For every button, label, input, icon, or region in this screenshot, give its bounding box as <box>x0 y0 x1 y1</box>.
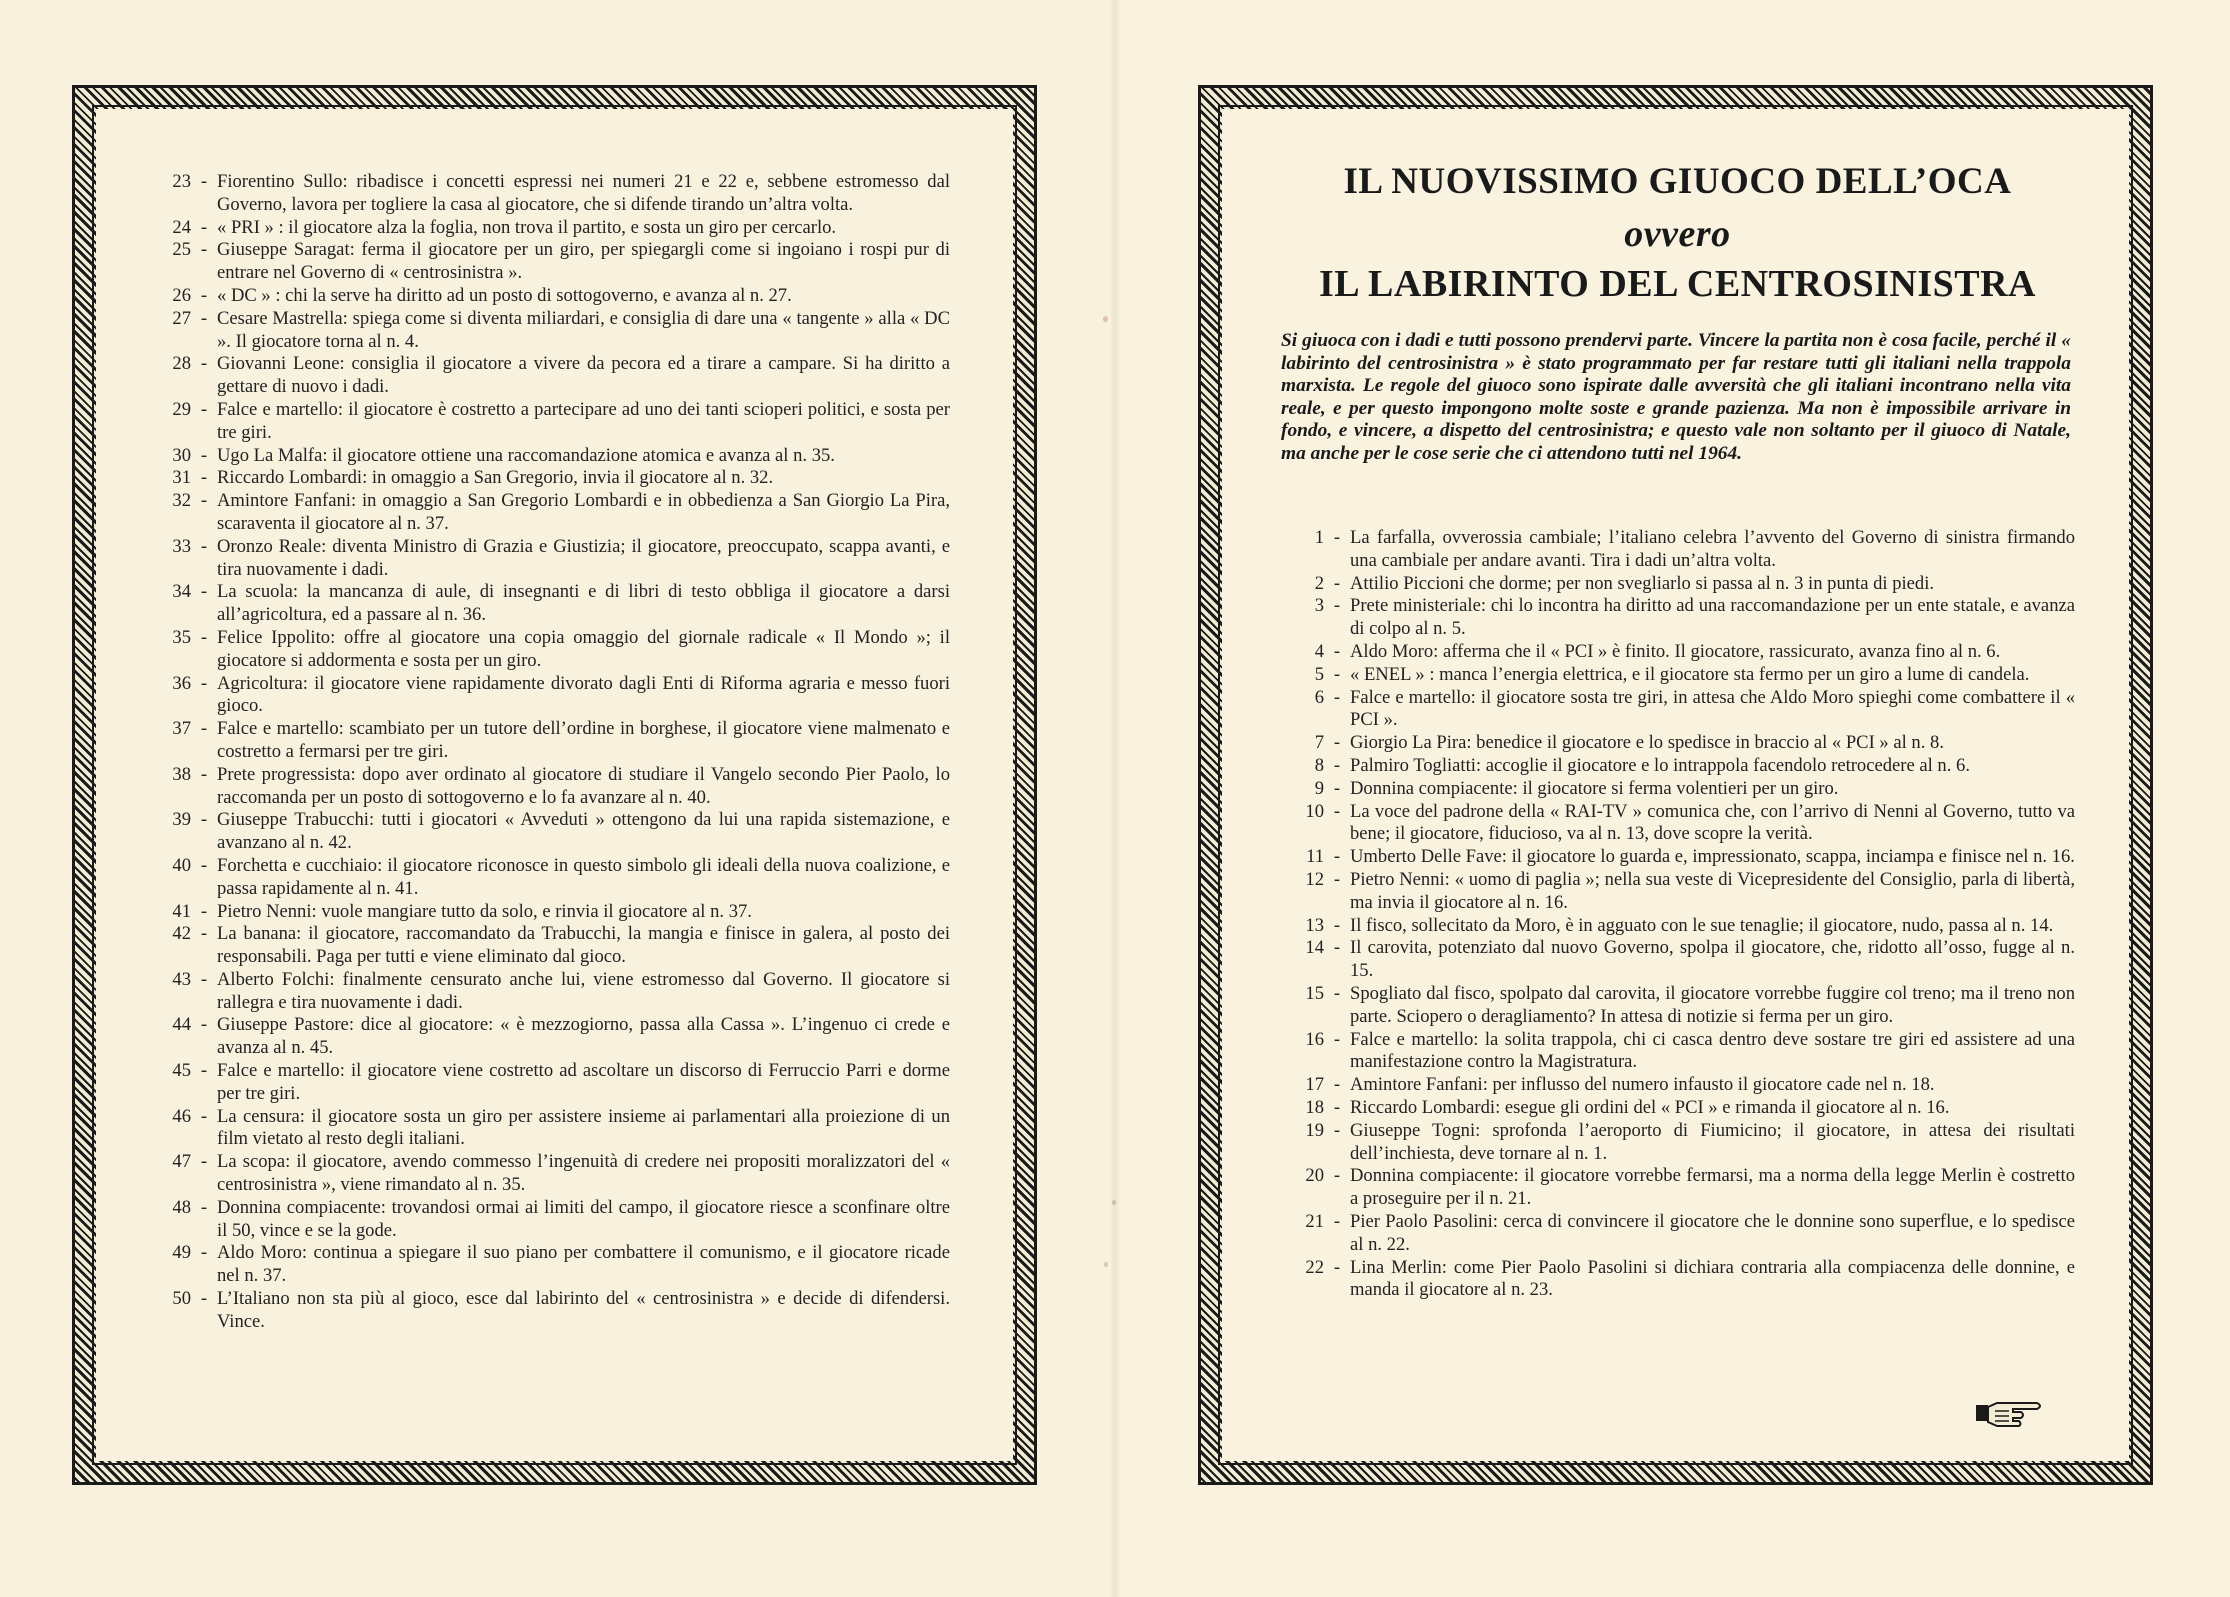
list-item <box>150 673 950 719</box>
item-dash: - <box>200 718 208 740</box>
item-text: Il carovita, potenziato dal nuovo Governo, spolpa il giocatore, che, ridotto all’osso, fugge al n. 15. <box>1350 937 2075 982</box>
item-text: Fiorentino Sullo: ribadisce i concetti espressi nei numeri 21 e 22 e, sebbene estromesso dal Governo, lavora per togliere la casa al giocatore, che si difende tirando un’altra volta. <box>217 171 950 215</box>
item-dash: - <box>200 581 208 603</box>
list-item <box>150 353 950 399</box>
list-item <box>150 855 950 901</box>
item-dash: - <box>1333 800 1341 822</box>
item-number: 33 <box>172 535 191 557</box>
item-text: Umberto Delle Fave: il giocatore lo guarda e, impressionato, scappa, inciampa e finisce nel n. 16. <box>1350 846 2075 868</box>
list-item <box>150 1014 950 1060</box>
item-dash: - <box>1333 1028 1341 1050</box>
list-item <box>150 1151 950 1197</box>
item-number: 38 <box>172 763 191 785</box>
item-text: Oronzo Reale: diventa Ministro di Grazia e Giustizia; il giocatore, preoccupato, scappa avanti, e tira nuovamente i dadi. <box>217 535 950 580</box>
list-item <box>150 809 950 855</box>
item-text: Amintore Fanfani: per influsso del numero infausto il giocatore cade nel n. 18. <box>1350 1074 1935 1096</box>
item-dash: - <box>1333 1074 1341 1096</box>
item-number: 48 <box>172 1196 191 1218</box>
item-text: Giuseppe Saragat: ferma il giocatore per un giro, per spiegargli come si ingoiano i rospi pur di entrare nel Governo di « centrosinistra ». <box>217 239 950 284</box>
item-dash: - <box>200 490 208 512</box>
item-text: Cesare Mastrella: spiega come si diventa miliardari, e consiglia di dare una « tangente » alla « DC ». Il giocatore torna al n. 4. <box>217 307 950 352</box>
item-dash: - <box>1333 1256 1341 1278</box>
item-number: 43 <box>172 968 191 990</box>
item-dash: - <box>200 763 208 785</box>
list-item <box>150 627 950 673</box>
item-text: Donnina compiacente: il giocatore si ferma volentieri per un giro. <box>1350 777 1839 799</box>
item-dash: - <box>200 216 208 238</box>
item-text: Riccardo Lombardi: esegue gli ordini del « PCI » e rimanda il giocatore al n. 16. <box>1350 1096 1950 1118</box>
list-item <box>1283 1257 2075 1303</box>
item-number: 11 <box>1306 846 1324 868</box>
item-number: 22 <box>1305 1256 1324 1278</box>
item-text: « DC » : chi la serve ha diritto ad un posto di sottogoverno, e avanza al n. 27. <box>217 284 792 306</box>
list-item <box>150 1106 950 1152</box>
item-text: Giovanni Leone: consiglia il giocatore a vivere da pecora ed a tirare a campare. Si ha diritto a gettare di nuovo i dadi. <box>217 353 950 398</box>
item-text: Prete ministeriale: chi lo incontra ha diritto ad una raccomandazione per un ente statale, e avanza di colpo al n. 5. <box>1350 595 2075 640</box>
item-text: La voce del padrone della « RAI-TV » comunica che, con l’arrivo di Nenni al Governo, tutto va bene; il giocatore, fiducioso, va al n. 13, dove scopre la verità. <box>1350 800 2075 845</box>
title-line-3: IL LABIRINTO DEL CENTROSINISTRA <box>1319 263 2036 305</box>
item-text: Lina Merlin: come Pier Paolo Pasolini si dichiara contraria alla compiacenza delle donnine, e manda il giocatore al n. 23. <box>1350 1256 2075 1301</box>
list-item <box>150 901 950 924</box>
item-number: 47 <box>172 1151 191 1173</box>
item-text: Felice Ippolito: offre al giocatore una copia omaggio del giornale radicale « Il Mondo »; il giocatore si addormenta e sosta per un giro. <box>217 626 950 671</box>
item-text: « ENEL » : manca l’energia elettrica, e il giocatore sta fermo per un giro a lume di candela. <box>1350 663 2030 685</box>
list-item <box>150 969 950 1015</box>
item-dash: - <box>1333 527 1341 548</box>
item-number: 49 <box>172 1242 191 1264</box>
item-dash: - <box>200 535 208 557</box>
item-dash: - <box>1333 1096 1341 1118</box>
item-number: 2 <box>1314 572 1324 594</box>
item-text: Pier Paolo Pasolini: cerca di convincere il giocatore che le donnine sono superflue, e lo spedisce al n. 22. <box>1350 1210 2075 1255</box>
list-item <box>1283 664 2075 687</box>
item-number: 26 <box>172 284 191 306</box>
item-text: Falce e martello: il giocatore viene costretto ad ascoltare un discorso di Ferruccio Parri e dorme per tre giri. <box>217 1060 950 1104</box>
item-number: 29 <box>172 398 191 420</box>
left-rules-list <box>150 171 950 1334</box>
item-number: 16 <box>1305 1028 1324 1050</box>
list-item <box>150 1060 950 1106</box>
item-dash: - <box>200 307 208 329</box>
item-number: 23 <box>172 171 191 192</box>
item-text: Spogliato dal fisco, spolpato dal carovita, il giocatore vorrebbe fuggire col treno; ma il treno non parte. Sciopero o deragliamento? In attesa di notizie si ferma per un giro. <box>1350 982 2075 1027</box>
item-dash: - <box>1333 732 1341 754</box>
item-number: 17 <box>1305 1074 1324 1096</box>
item-text: Ugo La Malfa: il giocatore ottiene una raccomandazione atomica e avanza al n. 35. <box>217 444 835 466</box>
item-dash: - <box>1333 663 1341 685</box>
item-text: La banana: il giocatore, raccomandato da Trabucchi, la mangia e finisce in galera, al posto dei responsabili. Paga per tutti e viene eliminato dal gioco. <box>217 923 950 968</box>
item-number: 45 <box>172 1060 191 1082</box>
title-line-1: IL NUOVISSIMO GIUOCO DELL’OCA <box>1343 161 2012 202</box>
list-item <box>150 1288 950 1334</box>
item-number: 31 <box>172 467 191 489</box>
item-number: 12 <box>1305 868 1324 890</box>
list-item <box>150 923 950 969</box>
list-item <box>150 399 950 445</box>
list-item <box>1283 1029 2075 1075</box>
list-item <box>150 217 950 240</box>
page-fold <box>1110 0 1120 1597</box>
list-item <box>150 285 950 308</box>
item-text: L’Italiano non sta più al gioco, esce dal labirinto del « centrosinistra » e decide di difendersi. Vince. <box>217 1288 950 1332</box>
item-number: 28 <box>172 353 191 375</box>
item-text: La censura: il giocatore sosta un giro per assistere insieme ai parlamentari alla proiezione di un film vietato al resto degli italiani. <box>217 1105 950 1150</box>
list-item <box>150 445 950 468</box>
item-dash: - <box>200 672 208 694</box>
item-dash: - <box>1333 572 1341 594</box>
item-dash: - <box>1333 982 1341 1004</box>
item-dash: - <box>200 1060 208 1082</box>
item-number: 50 <box>172 1288 191 1310</box>
list-item <box>1283 778 2075 801</box>
item-dash: - <box>200 284 208 306</box>
item-text: Pietro Nenni: « uomo di paglia »; nella sua veste di Vicepresidente del Consiglio, parla di libertà, ma invia il giocatore al n. 16. <box>1350 868 2075 913</box>
item-dash: - <box>200 626 208 648</box>
stain-mark <box>1103 316 1108 322</box>
list-item <box>1283 1097 2075 1120</box>
item-text: Forchetta e cucchiaio: il giocatore riconosce in questo simbolo gli ideali della nuova coalizione, e passa rapidamente al n. 41. <box>217 854 950 899</box>
list-item <box>1283 1211 2075 1257</box>
item-number: 46 <box>172 1105 191 1127</box>
item-dash: - <box>1333 777 1341 799</box>
list-item <box>1283 1074 2075 1097</box>
item-number: 15 <box>1305 982 1324 1004</box>
item-number: 18 <box>1305 1096 1324 1118</box>
item-number: 41 <box>172 900 191 922</box>
item-number: 44 <box>172 1014 191 1036</box>
item-text: La scopa: il giocatore, avendo commesso l’ingenuità di credere nei propositi moralizzatori del « centrosinistra », viene rimandato al n. 35. <box>217 1151 950 1196</box>
title-line-2: ovvero <box>1624 213 1731 255</box>
list-item <box>150 1242 950 1288</box>
item-text: Giorgio La Pira: benedice il giocatore e lo spedisce in braccio al « PCI » al n. 8. <box>1350 732 1944 754</box>
item-number: 3 <box>1314 595 1324 617</box>
item-dash: - <box>200 1288 208 1310</box>
item-number: 14 <box>1305 937 1324 959</box>
item-number: 4 <box>1314 640 1324 662</box>
item-dash: - <box>200 467 208 489</box>
list-item <box>1283 915 2075 938</box>
item-text: Riccardo Lombardi: in omaggio a San Gregorio, invia il giocatore al n. 32. <box>217 467 774 489</box>
pointing-hand-icon <box>1975 1395 2045 1431</box>
item-text: Falce e martello: la solita trappola, chi ci casca dentro deve sostare tre giri ed assistere ad una manifestazione contro la Magistratura. <box>1350 1028 2075 1073</box>
item-dash: - <box>200 854 208 876</box>
item-number: 1 <box>1314 527 1324 548</box>
item-dash: - <box>1333 914 1341 936</box>
item-text: Falce e martello: il giocatore sosta tre giri, in attesa che Aldo Moro spieghi come combattere il « PCI ». <box>1350 686 2075 731</box>
list-item <box>1283 846 2075 869</box>
item-dash: - <box>200 968 208 990</box>
item-text: La farfalla, ovverossia cambiale; l’italiano celebra l’avvento del Governo di sinistra firmando una cambiale per andare avanti. Tira i dadi un’altra volta. <box>1350 527 2075 571</box>
item-text: Aldo Moro: continua a spiegare il suo piano per combattere il comunismo, e il giocatore ricade nel n. 37. <box>217 1242 950 1287</box>
item-dash: - <box>200 809 208 831</box>
item-number: 36 <box>172 672 191 694</box>
item-number: 7 <box>1314 732 1324 754</box>
item-number: 19 <box>1305 1119 1324 1141</box>
list-item <box>150 171 950 217</box>
list-item <box>150 581 950 627</box>
list-item <box>1283 983 2075 1029</box>
item-number: 32 <box>172 490 191 512</box>
list-item <box>150 1197 950 1243</box>
item-dash: - <box>200 1151 208 1173</box>
list-item <box>150 239 950 285</box>
item-dash: - <box>1333 846 1341 868</box>
item-dash: - <box>200 1196 208 1218</box>
list-item <box>150 467 950 490</box>
item-dash: - <box>200 353 208 375</box>
item-dash: - <box>200 900 208 922</box>
list-item <box>150 718 950 764</box>
list-item <box>1283 1165 2075 1211</box>
item-text: Alberto Folchi: finalmente censurato anche lui, viene estromesso dal Governo. Il giocatore si rallegra e tira nuovamente i dadi. <box>217 968 950 1013</box>
list-item <box>1283 573 2075 596</box>
item-number: 20 <box>1305 1165 1324 1187</box>
item-text: La scuola: la mancanza di aule, di insegnanti e di libri di testo obbliga il giocatore a darsi all’agricoltura, ed a passare al n. 36. <box>217 581 950 626</box>
item-number: 9 <box>1314 777 1324 799</box>
list-item <box>1283 641 2075 664</box>
item-number: 25 <box>172 239 191 261</box>
item-dash: - <box>200 239 208 261</box>
item-dash: - <box>1333 868 1341 890</box>
list-item <box>150 490 950 536</box>
item-text: Palmiro Togliatti: accoglie il giocatore e lo intrappola facendolo retrocedere al n. 6. <box>1350 754 1970 776</box>
item-number: 42 <box>172 923 191 945</box>
item-number: 40 <box>172 854 191 876</box>
item-text: Aldo Moro: afferma che il « PCI » è finito. Il giocatore, rassicurato, avanza fino al n. 6. <box>1350 640 2001 662</box>
list-item <box>1283 937 2075 983</box>
list-item <box>1283 801 2075 847</box>
item-dash: - <box>1333 754 1341 776</box>
item-number: 27 <box>172 307 191 329</box>
item-number: 10 <box>1305 800 1324 822</box>
item-dash: - <box>200 923 208 945</box>
item-text: Donnina compiacente: il giocatore vorrebbe fermarsi, ma a norma della legge Merlin è costretto a proseguire per il n. 21. <box>1350 1165 2075 1210</box>
item-text: Prete progressista: dopo aver ordinato al giocatore di studiare il Vangelo secondo Pier Paolo, lo raccomanda per un posto di sottogoverno e lo fa avanzare al n. 40. <box>217 763 950 808</box>
item-number: 13 <box>1305 914 1324 936</box>
item-number: 8 <box>1314 754 1324 776</box>
item-dash: - <box>1333 1165 1341 1187</box>
item-dash: - <box>200 1014 208 1036</box>
item-dash: - <box>1333 595 1341 617</box>
item-number: 21 <box>1305 1210 1324 1232</box>
item-text: Giuseppe Togni: sprofonda l’aeroporto di Fiumicino; il giocatore, in attesa dei risultati dell’inchiesta, deve tornare al n. 1. <box>1350 1119 2075 1164</box>
item-dash: - <box>200 1242 208 1264</box>
item-number: 6 <box>1314 686 1324 708</box>
item-text: Agricoltura: il giocatore viene rapidamente divorato dagli Enti di Riforma agraria e messo fuori gioco. <box>217 672 950 717</box>
list-item <box>1283 1120 2075 1166</box>
item-dash: - <box>1333 686 1341 708</box>
item-text: « PRI » : il giocatore alza la foglia, non trova il partito, e sosta un giro per cercarlo. <box>217 216 837 238</box>
item-number: 34 <box>172 581 191 603</box>
item-text: Il fisco, sollecitato da Moro, è in agguato con le sue tenaglie; il giocatore, nudo, passa al n. 14. <box>1350 914 2054 936</box>
list-item <box>150 536 950 582</box>
list-item <box>1283 869 2075 915</box>
list-item <box>1283 687 2075 733</box>
item-number: 35 <box>172 626 191 648</box>
right-rules-list <box>1283 527 2075 1302</box>
item-text: Donnina compiacente: trovandosi ormai ai limiti del campo, il giocatore riesce a sconfinare oltre il 50, vince e se la gode. <box>217 1196 950 1241</box>
list-item <box>150 764 950 810</box>
item-number: 30 <box>172 444 191 466</box>
intro-paragraph: Si giuoca con i dadi e tutti possono prendervi parte. Vincere la partita non è cosa facile, perché il « labirinto del centrosinistra » è stato programmato per far restare tutti gli italiani nella trappola marxista. Le regole del giuoco sono ispirate dalle avversità che gli italiani incontrano nella vita reale, e per questo impongono molte soste e grande pazienza. Ma non è impossibile arrivare in fondo, e vincere, a dispetto del centrosinistra; e questo vale non soltanto per il giuoco di Natale, ma anche per le cose serie che ci attendono tutti nel 1964. <box>1281 330 2071 464</box>
item-text: Falce e martello: il giocatore è costretto a partecipare ad uno dei tanti scioperi politici, e sosta per tre giri. <box>217 398 950 443</box>
item-text: Giuseppe Pastore: dice al giocatore: « è mezzogiorno, passa alla Cassa ». L’ingenuo ci crede e avanza al n. 45. <box>217 1014 950 1059</box>
list-item <box>1283 732 2075 755</box>
item-text: Giuseppe Trabucchi: tutti i giocatori « Avveduti » ottengono da lui una rapida sistemazione, e avanzano al n. 42. <box>217 809 950 854</box>
item-text: Attilio Piccioni che dorme; per non svegliarlo si passa al n. 3 in punta di piedi. <box>1350 572 1935 594</box>
item-number: 5 <box>1314 663 1324 685</box>
list-item <box>150 308 950 354</box>
list-item <box>1283 755 2075 778</box>
item-dash: - <box>200 171 208 192</box>
item-dash: - <box>200 444 208 466</box>
stain-mark <box>1104 1262 1108 1267</box>
item-dash: - <box>1333 937 1341 959</box>
item-text: Falce e martello: scambiato per un tutore dell’ordine in borghese, il giocatore viene malmenato e costretto a fermarsi per tre giri. <box>217 718 950 762</box>
item-number: 37 <box>172 718 191 740</box>
item-dash: - <box>200 398 208 420</box>
item-dash: - <box>1333 640 1341 662</box>
item-text: Amintore Fanfani: in omaggio a San Gregorio Lombardi e in obbedienza a San Giorgio La Pira, scaraventa il giocatore al n. 37. <box>217 490 950 534</box>
item-text: Pietro Nenni: vuole mangiare tutto da solo, e rinvia il giocatore al n. 37. <box>217 900 752 922</box>
item-dash: - <box>1333 1119 1341 1141</box>
item-number: 24 <box>172 216 191 238</box>
item-dash: - <box>1333 1210 1341 1232</box>
item-dash: - <box>200 1105 208 1127</box>
item-number: 39 <box>172 809 191 831</box>
list-item <box>1283 595 2075 641</box>
list-item <box>1283 527 2075 573</box>
stain-mark <box>1112 1200 1116 1205</box>
